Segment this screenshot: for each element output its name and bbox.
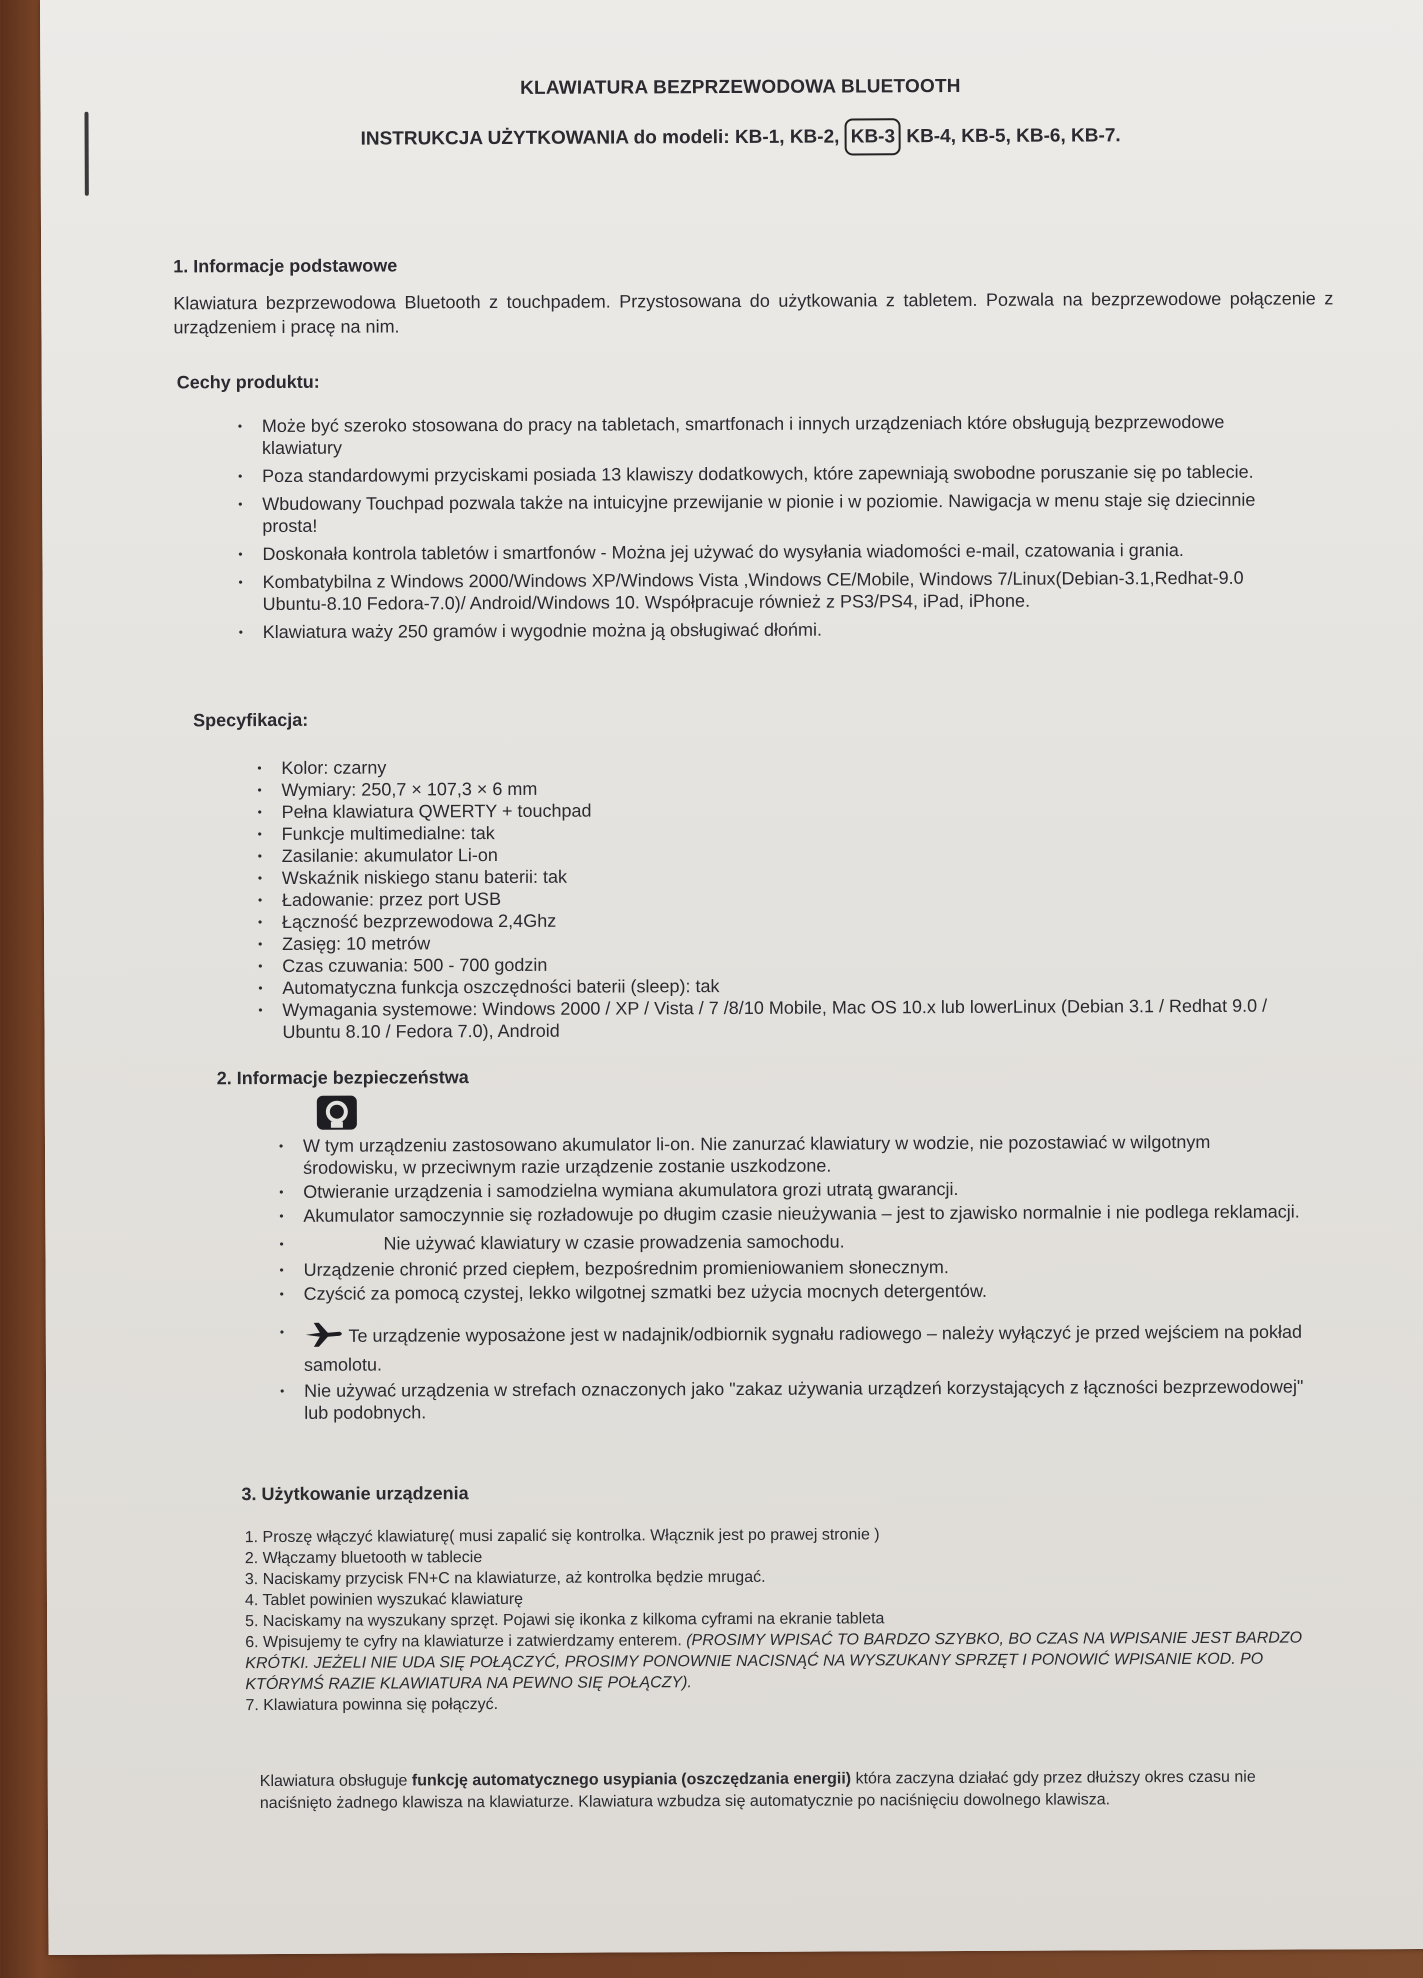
section-1: [173, 250, 1333, 339]
section-3-heading-wrap: [241, 1479, 1301, 1506]
document-title: KLAWIATURA BEZPRZEWODOWA BLUETOOTH: [520, 75, 961, 99]
list-item: • Zasięg: 10 metrów: [282, 929, 1282, 955]
spec-heading-wrap: [193, 705, 1293, 732]
list-item: • Łączność bezprzewodowa 2,4Ghz: [282, 907, 1282, 933]
section-1-heading: 1. Informacje podstawowe: [173, 255, 398, 277]
features-heading-wrap: [177, 366, 1327, 393]
list-item: 5. Naciskamy na wyszukany sprzęt. Pojawi się ikonka z kilkoma cyframi na ekranie tableta: [245, 1610, 885, 1631]
list-item: 7. Klawiatura powinna się połączyć.: [245, 1696, 499, 1715]
list-item: • Wymagania systemowe: Windows 2000 / XP / Vista / 7 /8/10 Mobile, Mac OS 10.x lub lowerLinux (Debian 3.1 / Redhat 9.0 / Ubuntu 8.10 / Fedora 7.0), Android: [282, 995, 1282, 1043]
safety-list: [303, 1131, 1304, 1428]
list-item: • Nie używać urządzenia w strefach oznaczonych jako "zakaz używania urządzeń korzystających z łączności bezprzewodowej" lub podobnych.: [304, 1375, 1304, 1423]
step-6-text: 6. Wpisujemy te cyfry na klawiaturze i zatwierdzamy enterem.: [245, 1632, 682, 1652]
spec-list: [281, 753, 1282, 1043]
note-bold: funkcję automatycznego usypiania (oszczędzania energii): [411, 1770, 852, 1790]
spec-heading: Specyfikacja:: [193, 709, 309, 731]
features-list: [262, 411, 1293, 649]
list-item: • Czyścić za pomocą czystej, lekko wilgotnej szmatki bez użycia mocnych detergentów.: [304, 1278, 1304, 1304]
list-item: • Pełna klawiatura QWERTY + touchpad: [281, 797, 1281, 823]
list-item: [304, 1316, 1304, 1375]
usage-steps: [245, 1522, 1326, 1716]
note-prefix: Klawiatura obsługuje: [259, 1772, 408, 1791]
document-page: [40, 0, 1423, 1955]
section-3-heading: 3. Użytkowanie urządzenia: [241, 1483, 469, 1505]
list-item: • Wbudowany Touchpad pozwala także na intuicyjne przewijanie w pionie i w poziomie. Nawigacja w menu staje się dziecinnie prosta!: [262, 489, 1292, 537]
list-item: • Funkcje multimedialne: tak: [282, 819, 1282, 845]
features-heading: Cechy produktu:: [176, 371, 320, 393]
list-item: • Klawiatura waży 250 gramów i wygodnie można ją obsługiwać dłońmi.: [263, 617, 1293, 643]
list-item: • Może być szeroko stosowana do pracy na tabletach, smartfonach i innych urządzeniach które obsługują bezprzewodowe klawiatury: [262, 411, 1292, 459]
airplane-icon: [304, 1321, 344, 1354]
list-item: 1. Proszę włączyć klawiaturę( musi zapalić się kontrolka. Włącznik jest po prawej stronie ): [244, 1526, 880, 1547]
step-6-emphasis: (PROSIMY WPISAĆ TO BARDZO SZYBKO, BO CZAS NA WPISANIE JEST BARDZO KRÓTKI. JEŻELI NIE UDA SIĘ POŁĄCZYĆ, PROSIMY PONOWNIE NACISNĄĆ NA WYSZUKANY SPRZĘT I PONOWIĆ WPISANIE KOD. PO KTÓRYMŚ RAZIE KLAWIATURA NA PEWNO SIĘ POŁĄCZY).: [245, 1629, 1303, 1694]
subtitle-suffix: KB-4, KB-5, KB-6, KB-7.: [906, 125, 1121, 148]
subtitle-prefix: INSTRUKCJA UŻYTKOWANIA do modeli: KB-1, KB-2,: [360, 126, 840, 150]
list-item: • Zasilanie: akumulator Li-on: [282, 841, 1282, 867]
list-item: 4. Tablet powinien wyszukać klawiaturę: [244, 1590, 524, 1610]
list-item: • Wskaźnik niskiego stanu baterii: tak: [282, 863, 1282, 889]
list-item: • Doskonała kontrola tabletów i smartfonów - Można jej używać do wysyłania wiadomości e-mail, czatowania i grania.: [262, 539, 1292, 565]
list-item: • Ładowanie: przez port USB: [282, 885, 1282, 911]
radio-warning-text: Te urządzenie wyposażone jest w nadajnik/odbiornik sygnału radiowego – należy wyłączyć je przed wejściem na pokład samolotu.: [303, 1321, 1303, 1375]
list-item: [245, 1627, 1325, 1695]
binder-mark: [84, 112, 88, 196]
sleep-note: [260, 1766, 1320, 1815]
circled-model: KB-3: [845, 118, 902, 155]
section-2-heading: 2. Informacje bezpieczeństwa: [216, 1067, 469, 1089]
list-item: • Kombatybilna z Windows 2000/Windows XP/Windows Vista ,Windows CE/Mobile, Windows 7/Linux(Debian-3.1,Redhat-9.0 Ubuntu-8.10 Fedora-7.0)/ Android/Windows 10. Współpracuje również z PS3/PS4, iPad, iPhone.: [262, 567, 1292, 615]
list-item: • Poza standardowymi przyciskami posiada 13 klawiszy dodatkowych, które zapewniają swobodne poruszanie się po tablecie.: [262, 461, 1292, 487]
list-item: • Wymiary: 250,7 × 107,3 × 6 mm: [281, 775, 1281, 801]
list-item: • Automatyczna funkcja oszczędności baterii (sleep): tak: [282, 973, 1282, 999]
list-item: • Nie używać klawiatury w czasie prowadzenia samochodu.: [303, 1228, 1303, 1254]
list-item: • Urządzenie chronić przed ciepłem, bezpośrednim promieniowaniem słonecznym.: [303, 1254, 1303, 1280]
list-item: • Akumulator samoczynnie się rozładowuje po długim czasie nieużywania – jest to zjawisko normalnie i nie podlega reklamacji.: [303, 1200, 1303, 1226]
note-suffix: która zaczyna działać gdy przez dłuższy okres czasu nie naciśnięto żadnego klawisza na klawiaturze. Klawiatura wzbudza się automatycznie po naciśnięciu dowolnego klawisza.: [259, 1768, 1256, 1813]
list-item: • Czas czuwania: 500 - 700 godzin: [282, 951, 1282, 977]
section-2-heading-wrap: [217, 1063, 1297, 1090]
water-warning-icon: [315, 1092, 359, 1137]
list-item: • W tym urządzeniu zastosowano akumulator li-on. Nie zanurzać klawiatury w wodzie, nie pozostawiać w wilgotnym środowisku, w przeciwnym razie urządzenie zostanie uszkodzone.: [303, 1131, 1303, 1179]
list-item: • Otwieranie urządzenia i samodzielna wymiana akumulatora grozi utratą gwarancji.: [303, 1176, 1303, 1202]
list-item: • Kolor: czarny: [281, 753, 1281, 779]
document-subtitle: [41, 124, 1423, 152]
list-item: 2. Włączamy bluetooth w tablecie: [244, 1549, 483, 1568]
list-item: 3. Naciskamy przycisk FN+C na klawiaturze, aż kontrolka będzie mrugać.: [244, 1568, 766, 1589]
section-1-intro: Klawiatura bezprzewodowa Bluetooth z touchpadem. Przystosowana do użytkowania z tabletem. Pozwala na bezprzewodowe połączenie z urządzeniem i pracę na nim.: [173, 288, 1334, 338]
